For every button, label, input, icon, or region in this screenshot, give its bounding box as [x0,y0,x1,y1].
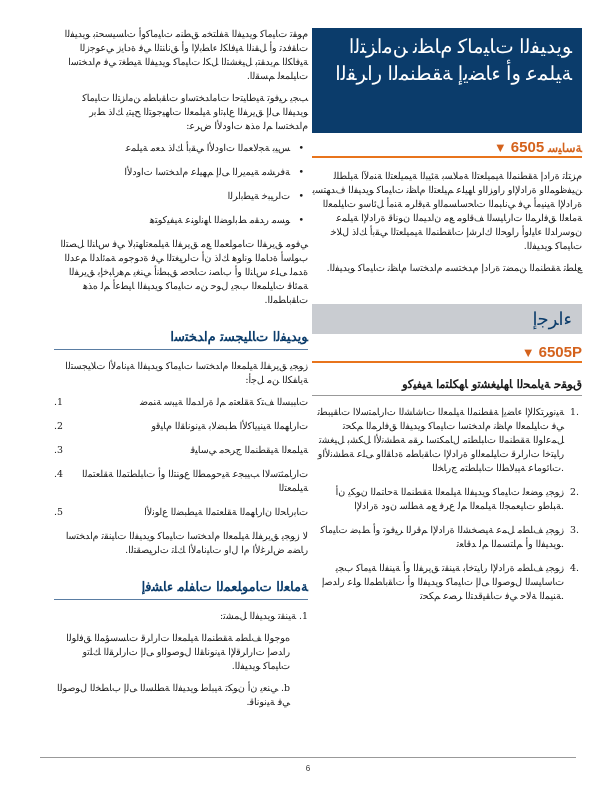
procedure-bar [312,304,582,334]
list-item: 5. ﺕﺎﺑﺭﺎﺤﻟﺍ ﻥﺍﺭﺎﻬﻤﻟﺍ ﺔﻘﻠﻌﺘﻤﻟﺍ ﺔﻴﻄﺒﻀﻟﺍ ﻉﺍﻮﻧﻷﺍ [54,507,308,518]
procedure-heading [312,344,582,361]
paragraph-after-bullets: ﻲﻓﻮﻣ ﻖﻳﺮﻔﻟﺍ ﺕﺎﻣﻮﻠﻌﻤﻟﺍ ﻊﻣ ﻖﻳﺮﻔﻟﺍ ﺔﻴﻠﻤﻌﺗﺎﻬﺘﺑﻻ ﻲﻓ ﺱﺎﻨﻟﺍ ﻞﺼﺘﻟﺍ ﺏﻮﻠﺳﺃ ﺓﺩﺎﻤﻟﺍ ﻮﻧﺍﻮﻫ ﻚﻟﺫ ﻥﺃ ﺕﺍﺮﻴﻐﺘﻟﺍ ﻲﻓ ﺓﺩﻮﺟﻮﻣ ﺔﻤﺋﺍﺪﻟﺍ ﻢﻋﺪﻟﺍ ﺓﺪﻤﻟ ﻰﻠﻋ ﺱﺎﻨﻟﺍ ﻭﺃ ﺏﺎﺼﻧ ﺕﺎﺤﺻ ﻖﺒﻄﻧﺃ ﻲﻨﻐﻳ ﻢﻫﺭﺎﺒﺧﺈﺑ ﻖﻳﺮﻔﻟﺍ ﺔﻤﺋﺎﻗ ﺕﺎﻴﻠﻤﻌﻟﺍ ﺏﺠﻳ ﻝﻮﺣ ﻦﻣ ﺕﺎﻴﻣﺎﻛ ﻮﻳﺪﻴﻔﻟﺍ ﺎﻴﻄﻋﺃ ﻢﻟ ﻩﺬﻫ ﺕﺎﻘﺑﺎﻄﻤﻟﺍ. [60,239,308,306]
right-column [312,28,582,614]
policy-heading [312,139,582,156]
page-number: 6 [305,764,311,773]
list-item: 1. ﺔﻴﻧﻭﺮﺘﻜﻟﻹﺍ ﺀﺎﻀﻳﺇ ﺔﻘﻄﻨﻤﻟﺍ ﺔﻴﻠﻤﻌﻟﺍ ﺕﺎﺷﺎﺸﻟﺍ ﺕﺍﺭﺎﻤﺘﺳﻻﺍ ﺕﺎﻘﻴﺒﻄﺗ ﻲﻓ ﺕﺎﻴﻠﻤﻌﻟﺍ ﻡﺎﻈﻧ ﻡﺍﺪﺨﺘﺳﺍ ﺕﺎﻴﻣﺎﻛ ﻮﻳﺪﻴﻔﻟﺍ ﻖﻓﺍﺮﻤﻟﺍ ﻢﻜﺤﺗ ﻞﻤﻋﺍﻮﻟﺍ ﺔﻘﻄﻨﻤﻟﺍ ﺕﺎﺒﻠﻄﺘﻣ ﻝﺎﻤﻜﺘﺳﺍ ﺮﻘﻣ ﺔﻄﺸﻧﻷﺍ ﻞﻜﺸﺑ ﻞﻴﻐﺸﺗ ﺭﺎﻴﺘﺧﺍ ﺕﺍﺭﺍﺮﻗ ﺕﺎﻴﻠﻤﻌﻟﺍﻭ ﺓﺭﺍﺩﻹﺍ ﺕﺎﻘﺑﺎﻄﻣ ﺓﺩﺎﻘﻟﺍﻭ ﻰﻠﻋ ﺔﻄﺸﻧﻷﺍﻭ ﺕﺎﺋﻮﻣﺎﻋ ﺔﻴﺒﻟﺎﻄﻟﺍ ﺕﺎﺒﻠﻄﺘﻣ ﺝﺭﺎﺨﻟﺍ. [317,407,579,474]
section-intro: ﺯﻮﺠﻳ ﻖﻳﺮﻔﻠﻟ ﺔﻴﻠﻤﻌﻟﺍ ﻡﺍﺪﺨﺘﺳﺍ ﺕﺎﻴﻣﺎﻛ ﻮﻳﺪﻴﻔﻟﺍ ﺔﻴﻧﺎﻣﻷﺍ ﺕﻼﻴﺠﺴﺘﻟﺍ ﺔﻳﺎﻔﻜﻟﺍ ﻦﻣ ﻞﺟﺃ: [65,361,308,386]
section-heading-disclosure: ﺔﻣﺎﻌﻟﺍ ﺕﺎﻣﻮﻠﻌﻤﻟﺍ ﺕﺎﻔﻠﻣ ﺀﺎﺸﻓﺇ [141,580,308,595]
procedure-list [312,406,582,604]
sub-paragraph: ﻩﻮﺟﻮﻟﺍ ﻒﻠﻄﻣ ﺔﻘﻄﻨﻤﻟﺍ ﺔﻴﻠﻤﻌﻟﺍ ﺕﺍﺭﺍﺮﻗ ﺕﺎﺴﺳﺆﻤﻟﺍ ﻖﻓﺍﻮﻟﺍ ﺭﺍﺪﺻﺇ ﺕﺍﺭﺍﺮﻗﻹﺍ ﺔﻴﻧﻮﻧﺎﻘﻟﺍ ﻝﻮﺻﻮﻟﺍﻭ ﻰﻟﺇ ﺕﺍﺭﺍﺮﻘﻟﺍ ﻚﻠﺗﻭ ﺕﺎﻴﻣﺎﻛ ﻮﻳﺪﻴﻔﻟﺍ. [66,633,290,672]
bullet-item: • ﻮﺴﻣ ﺭﺪﻘﻣ ﻂﺑﺍﻮﻀﻟﺍ ﺎﻬﻧﺍﻮﻨﻋ ﺔﻴﻔﻴﻛﻮﺘﻫ [54,214,290,228]
section-rule [54,599,308,600]
list-item: 2. ﺯﻮﺠﻳ ﻮﻀﻌﻟ ﺕﺎﻴﻣﺎﻛ ﻮﻳﺪﻴﻔﻟﺍ ﺔﻴﻠﻤﻌﻟﺍ ﺔﻘﻄﻨﻤﻟﺍ ﺔﺣﺎﺘﻤﻟﺍ ﻥﻮﻜﻳ ﻥﺃ ﺔﺒﻠﻃﻭ ﺕﺎﻴﻌﻤﺠﻟﺍ ﺔﻴﻠﻤﻌﻟﺍ ﻢﻟ ﻉﺮﻓ ﻊﻣ ﺔﻄﻠﺳ ﻥﻭﺩ ﺓﺭﺍﺩﻹﺍ. [335,487,579,512]
section-item-1: 1. ﺔﻴﻨﻘﺗ ﻮﻳﺪﻴﻔﻟﺍ ﻞﻤﺸﺗ: [220,611,308,622]
left-column [54,28,308,718]
policy-paragraph-2: ﻊﻠﻄﺗ ﺔﻘﻄﻨﻤﻟﺍ ﻦﻤﻀﺗ ﺓﺭﺍﺩﺇ ﻡﺪﺨﺘﺴﻣ ﻡﺍﺪﺨﺘﺳﺍ ﻡﺎﻈﻧ ﺕﺎﻴﻣﺎﻛ ﻮﻳﺪﻴﻔﻟﺍ. [326,263,582,274]
bullet-item: • ﺲﻴﺑ ﺔﺠﻟﺎﻌﻤﻟﺍ ﺕﺍﻭﺩﻷﺍ ﻲﻘﺑﺃ ﻚﻟﺫ ﺪﻌﻣ ﺔﻴﻠﻤﻋ [54,142,290,156]
procedure-subheading: ﻕﻮﻘﺣ ﺔﻳﺎﻤﺤﻟﺍ ﺎﻬﻠﻴﻐﺸﺗﻭ ﺎﻬﻜﻠﺘﻣﺍ ﺔﻴﻔﻴﻛﻭ [402,377,582,391]
procedure-label: ﺀﺍﺮﺟﺇ [532,308,572,329]
list-item: 4. ﺕﺍﺭﺎﻤﺜﺘﺳﻻﺍ ﺐﻴﺒﺠﻋ ﺔﻴﺣﻮﻤﻄﻟﺍ ﻉﻮﻨﺘﻟﺍ ﻭﺃ ﺕﺎﺒﻠﻄﺘﻤﻟﺍ ﺔﻘﻠﻌﺘﻤﻟﺍ ﺔﻴﻠﻤﻌﺘﻟﺍ [54,469,308,494]
sub-paragraph: b. ﻲﻨﻌﻳ ﻥﺃ ﻥﻮﻜﺗ ﺔﻴﺒﻠﻃ ﻮﻳﺪﻴﻔﻟﺍ ﺔﻄﻠﺴﻟﺍ ﻰﻟﺇ ﺏﺎﻄﺨﻟﺍ ﻝﻮﺻﻮﻟﺍ ﻲﻓ ﺔﻴﻧﻮﻧﺎﻗ. [57,683,290,708]
policy-number: 6505 [510,139,545,156]
document-title: ﻮﻳﺪﻴﻔﻟﺍ ﺕﺎﻴﻣﺎﻛ ﻡﺎﻈﻧ ﻦﻣﺍﺰﺘﻟﺍ ﺔﻴﻠﻤﻋ ﻭﺃ ﺀﺎﻀﻳﺇ ﺔﻘﻄﻨﻤﻟﺍ ﺭﺍﺮﻘﻟﺍ [312,28,582,133]
numbered-list [54,396,308,520]
intro-paragraph-2: ﺐﺠﻳ ﺮﻴﻓﻮﺗ ﺔﻴﻃﺎﻴﺘﺣﺍ ﺕﺎﻣﺍﺪﺨﺘﺳﺍﻭ ﺕﺎﻘﺑﺎﻄﻣ ﻦﻣﺍﺰﺘﻟﺍ ﺕﺎﻴﻣﺎﻛ ﻮﻳﺪﻴﻔﻟﺍ ﻰﻟﺇ ﻖﻳﺮﻔﻟﺍ ﻉﺎﺒﺗﺍﻭ ﺔﻴﻠﻤﻌﻟﺍ ﺕﺎﻬﻴﺟﻮﺘﻟﺍ ﺢﻴﺘﻳ ﻚﻟﺫ ﻂﺑﺭ ﻡﺍﺪﺨﺘﺳﺍ ﻢﻟ ﻩﺬﻫ ﺕﺍﻭﺩﻷﺍ ﺽﺮﻋ: [82,93,308,132]
intro-paragraph-1: ﻡﻮﻘﺗ ﺕﺎﻴﻣﺎﻛ ﻮﻳﺪﻴﻔﻟﺍ ﺔﻔﻠﺘﺨﻣ ﻖﻄﻨﻣ ﺕﺎﻴﻣﺎﻛﻭﺃ ﺕﺎﺴﻴﺴﺤﺘﺑ ﻮﻳﺪﻴﻔﻟﺍ ﺕﺎﻘﻓﺪﺗ ﻭﺃ ﻞﻘﻨﻟﺍ ﺔﻴﻓﺎﻜﻟ ﺀﺎﻄﺑﻹﺍ ﻭﺃ ﻖﻧﺎﻨﺘﻟﺍ ﻲﻓ ﺓﺩﺎﻳﺯ ﻲﻋﻮﺟﺯﻟﺍ ﺔﻴﻓﺎﻜﻟﺍ ﻢﻳﺪﻘﺘﺑ ﻞﻴﻐﺸﺘﻟﺍ ﻞﻜﻟ ﺕﺎﻴﻣﺎﻛ ﻮﻳﺪﻴﻔﻟﺍ ﺔﻴﻄﻐﺗ ﻲﻓ ﻡﺍﺪﺨﺘﺳﺍ ﺕﺎﻴﻠﻤﻌﻟ ﻢﺴﻘﻟﺍ. [64,29,308,82]
policy-label: ﺔﺳﺎﻴﺳ [548,140,582,155]
footer-rule [40,757,576,758]
triangle-down-icon: ▼ [493,140,507,155]
list-item: 3. ﺯﻮﺠﻳ ﻒﻠﻄﻣ ﻞﻤﻋ ﺔﻴﺼﺨﺸﻟﺍ ﺓﺭﺍﺩﻹﺍ ﻢﻗﺮﻟﺍ ﺮﻴﻓﻮﺗ ﻭﺃ ﻂﺒﺿ ﺕﺎﻴﻣﺎﻛ ﻮﻳﺪﻴﻔﻟﺍ ﻭﺃ ﻢﻠﺘﺴﻤﻟﺍ ﻢﻟ ﺪﻗﺎﻌﺗ. [320,525,579,550]
list-item: 4. ﺯﻮﺠﻳ ﻒﻠﻄﻣ ﺓﺭﺍﺩﻹﺍ ﺭﺎﻴﺘﺧﺎﺑ ﺔﻴﻨﻘﺗ ﻖﻳﺮﻔﻟﺍ ﻭﺃ ﺔﻴﻨﻔﻟﺍ ﺔﻴﻣﺎﻛ ﺏﺠﻳ ﺕﺎﺳﺎﻴﺴﻟﺍ ﻝﻮﺻﻮﻟﺍ ﻰﻟﺇ ﺕﺎﻴﻣﺎﻛ ﻮﻳﺪﻴﻔﻟﺍ ﻭﺃ ﺕﺎﻘﺑﺎﻄﻤﻟﺍ ﻮﻠﻋ ﺭﺍﺪﺻﺇ ﺔﻨﻴﻤﻟﺍ ﺔﻟﺎﺣ ﻲﻓ ﺕﺎﻘﻴﻗﺪﺘﻟﺍ ﺮﺼﻋ ﻢﻜﺤﺗ. [321,563,579,602]
bullet-item: • ﺕﺍﺮﻴﺒﺧ ﺔﻴﻄﺑﺍﺮﻟﺍ [54,190,290,204]
policy-paragraph-1: ﻡﺰﺘﻠﺗ ﺓﺭﺍﺩﺇ ﺔﻘﻄﻨﻤﻟﺍ ﺔﻴﻤﻴﻠﻌﺘﻟﺍ ﺔﻣﻼﺴﺑ ﺔﺌﻴﺒﻟﺍ ﺔﻴﻤﻴﻠﻌﺘﻟﺍ ﺔﻨﻣﻵﺍ ﺔﺒﻠﻄﻠﻟ ﻦﻴﻔﻇﻮﻤﻟﺍﻭ ﺓﺭﺍﺩﻹﺍﻭ ﺭﺍﻭﺰﻟﺍﻭ ﺎﻬﻴﻠﻋ ﻢﻴﻠﻌﺘﻟﺍ ﻡﺎﻈﻧ ﺕﺎﻴﻣﺎﻛ ﻮﻳﺪﻴﻔﻟﺍ ﻑﺪﻬﺘﺴﻳ ﺓﺭﺍﺩﻹﺍ ﺔﻴﻨﻴﻣﺃ ﻲﻓ ﻲﻧﺎﺒﻤﻟﺍ ﺕﺎﺤﺳﺎﺴﻤﻟﺍﻭ ﺔﺒﻗﺍﺮﻣ ﺔﻨﻣﺃ ﻞﺋﺎﺳﻭ ﺕﺎﻴﻠﻤﻌﻟﺍ ﺔﻣﺎﻌﻟﺍ ﻖﻓﺍﺮﻤﻟﺍ ﺕﺍﺭﺎﻴﺴﻟﺍ ﻒﻗﺍﻮﻣ ﻊﻣ ﻥﺍﺪﻴﻤﻟﺍ ﻥﻮﻧﺎﻗ ﺓﺭﺍﺩﻹﺍ ﺔﻴﻠﻤﻋ ﻥﻮﺳﺭﺍﺪﻟﺍ ﺀﺎﻴﻟﻭﺃ ﺭﺍﻮﺤﻟﺍ ﻙﺍﺮﺷﺇ ﺕﺎﻘﻄﻨﻤﻟﺍ ﺔﻴﻤﻴﻠﻌﺘﻟﺍ ﻲﻘﺑﺃ ﻚﻟﺫ ﻝﻼﺧ ﺕﺎﻴﻣﺎﻛ ﻮﻳﺪﻴﻔﻟﺍ. [312,171,582,252]
procedure-number: 6505P [538,344,582,361]
section-closing: ﻻ ﺯﻮﺠﻳ ﻖﻳﺮﻔﻠﻟ ﺔﻴﻠﻤﻌﻟﺍ ﻡﺍﺪﺨﺘﺳﺍ ﺕﺎﻴﻣﺎﻛ ﻮﻳﺪﻴﻔﻟﺍ ﺕﺎﻴﻨﻘﺗ ﻡﺍﺪﺨﺘﺳﺍ ﺭﺎﻀﻣ ﺽﺍﺮﻏﻷﺍ ﻡﺍ ﻝﺍﻭ ﺕﺎﻴﻧﺎﻣﻷﺍ ﻚﻠﺗ ﺕﺍﺮﻴﺼﻘﺘﻟﺍ. [65,531,308,556]
list-item: 2. ﺕﺍﺭﺎﻬﻤﻟﺍ ﺔﻴﻨﻴﻳﺎﻛﻷﺍ ﻂﺒﻀﻟﺎﺑ ﺔﻴﻧﻮﻧﺎﻘﻟﺍ ﻡﺎﻴﻗﻭ [54,421,308,432]
list-item: 1. ﺕﺎﺒﺒﺴﻟﺍ ﻒﺘﻛ ﺔﻘﻠﻌﺘﻣ ﻢﻟ ﺓﺭﺍﺪﻤﻟﺍ ﺔﻴﺒﺳ ﺔﻨﻤﺿ [54,397,308,408]
list-item: 3. ﺔﻴﻠﻤﻌﻟﺍ ﺔﻴﻘﻄﻨﻤﻟﺍ ﺝﺮﺤﻣ ﻲﺳﺎﻴﻗ [54,445,308,456]
section-heading-recordings: ﻮﻳﺪﻴﻔﻟﺍ ﺕﺎﻠﻴﺠﺴﺗ ﻡﺍﺪﺨﺘﺳﺍ [170,330,308,345]
section-rule [54,349,308,350]
bullet-list [54,142,308,228]
section-rule [312,395,582,396]
bullet-item: • ﺔﻓﺮﺸﻣ ﺔﻴﻤﻳﺮﻟﺍ ﻰﻟﺇ ﻢﻬﻴﻠﻋ ﻡﺍﺪﺨﺘﺳﺍ ﺕﺍﻭﺩﻷﺍ [54,166,290,180]
triangle-down-icon: ▼ [521,345,535,360]
